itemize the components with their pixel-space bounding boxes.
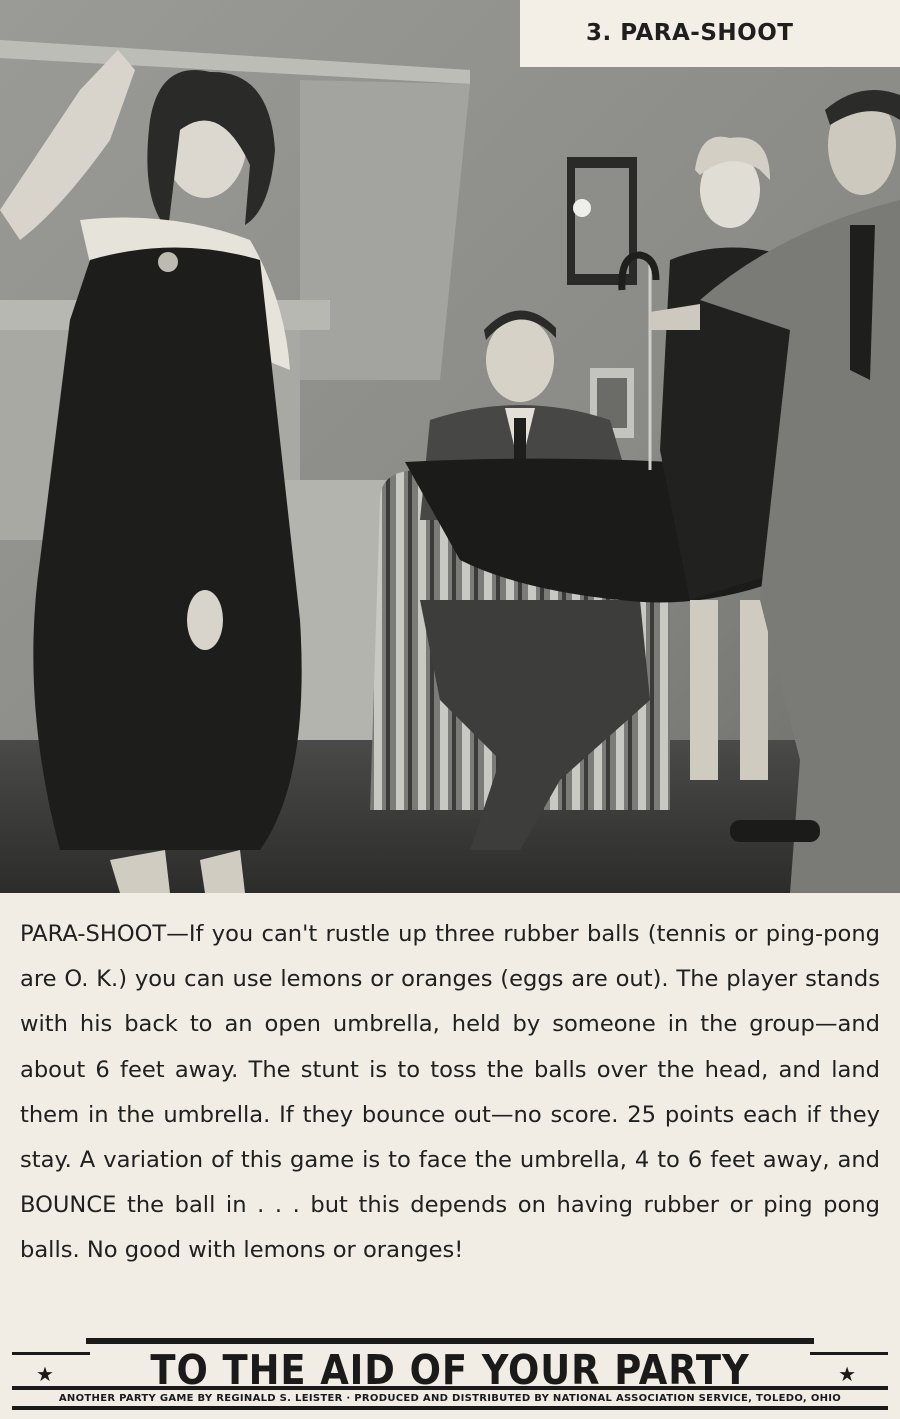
footer-credit: ANOTHER PARTY GAME BY REGINALD S. LEISTER · PRODUCED AND DISTRIBUTED BY NATIONAL ASSOCIATION SERVICE, TOLEDO, OHIO bbox=[58, 1393, 842, 1404]
page-title: 3. PARA-SHOOT bbox=[586, 20, 794, 46]
game-description: PARA-SHOOT—If you can't rustle up three rubber balls (tennis or ping-pong are O. K.) you can use lemons or oranges (eggs are out). The player stands with his back to an open umbrella, held by someone in the group—and about 6 feet away. The stunt is to toss the balls over the head, and land them in the umbrella. If they bounce out—no score. 25 points each if they stay. A variation of this game is to face the umbrella, 4 to 6 feet away, and BOUNCE the ball in . . . but this depends on having rubber or ping pong balls. No good with lemons or oranges! bbox=[20, 921, 880, 1264]
footer-top-rule bbox=[86, 1338, 814, 1344]
title-tab bbox=[520, 0, 900, 67]
footer-base-rule bbox=[12, 1406, 888, 1410]
footer-slogan: TO THE AID OF YOUR PARTY bbox=[150, 1346, 750, 1394]
footer-banner bbox=[12, 1338, 888, 1410]
star-right-icon: ★ bbox=[838, 1362, 856, 1386]
star-left-icon: ★ bbox=[36, 1362, 54, 1386]
